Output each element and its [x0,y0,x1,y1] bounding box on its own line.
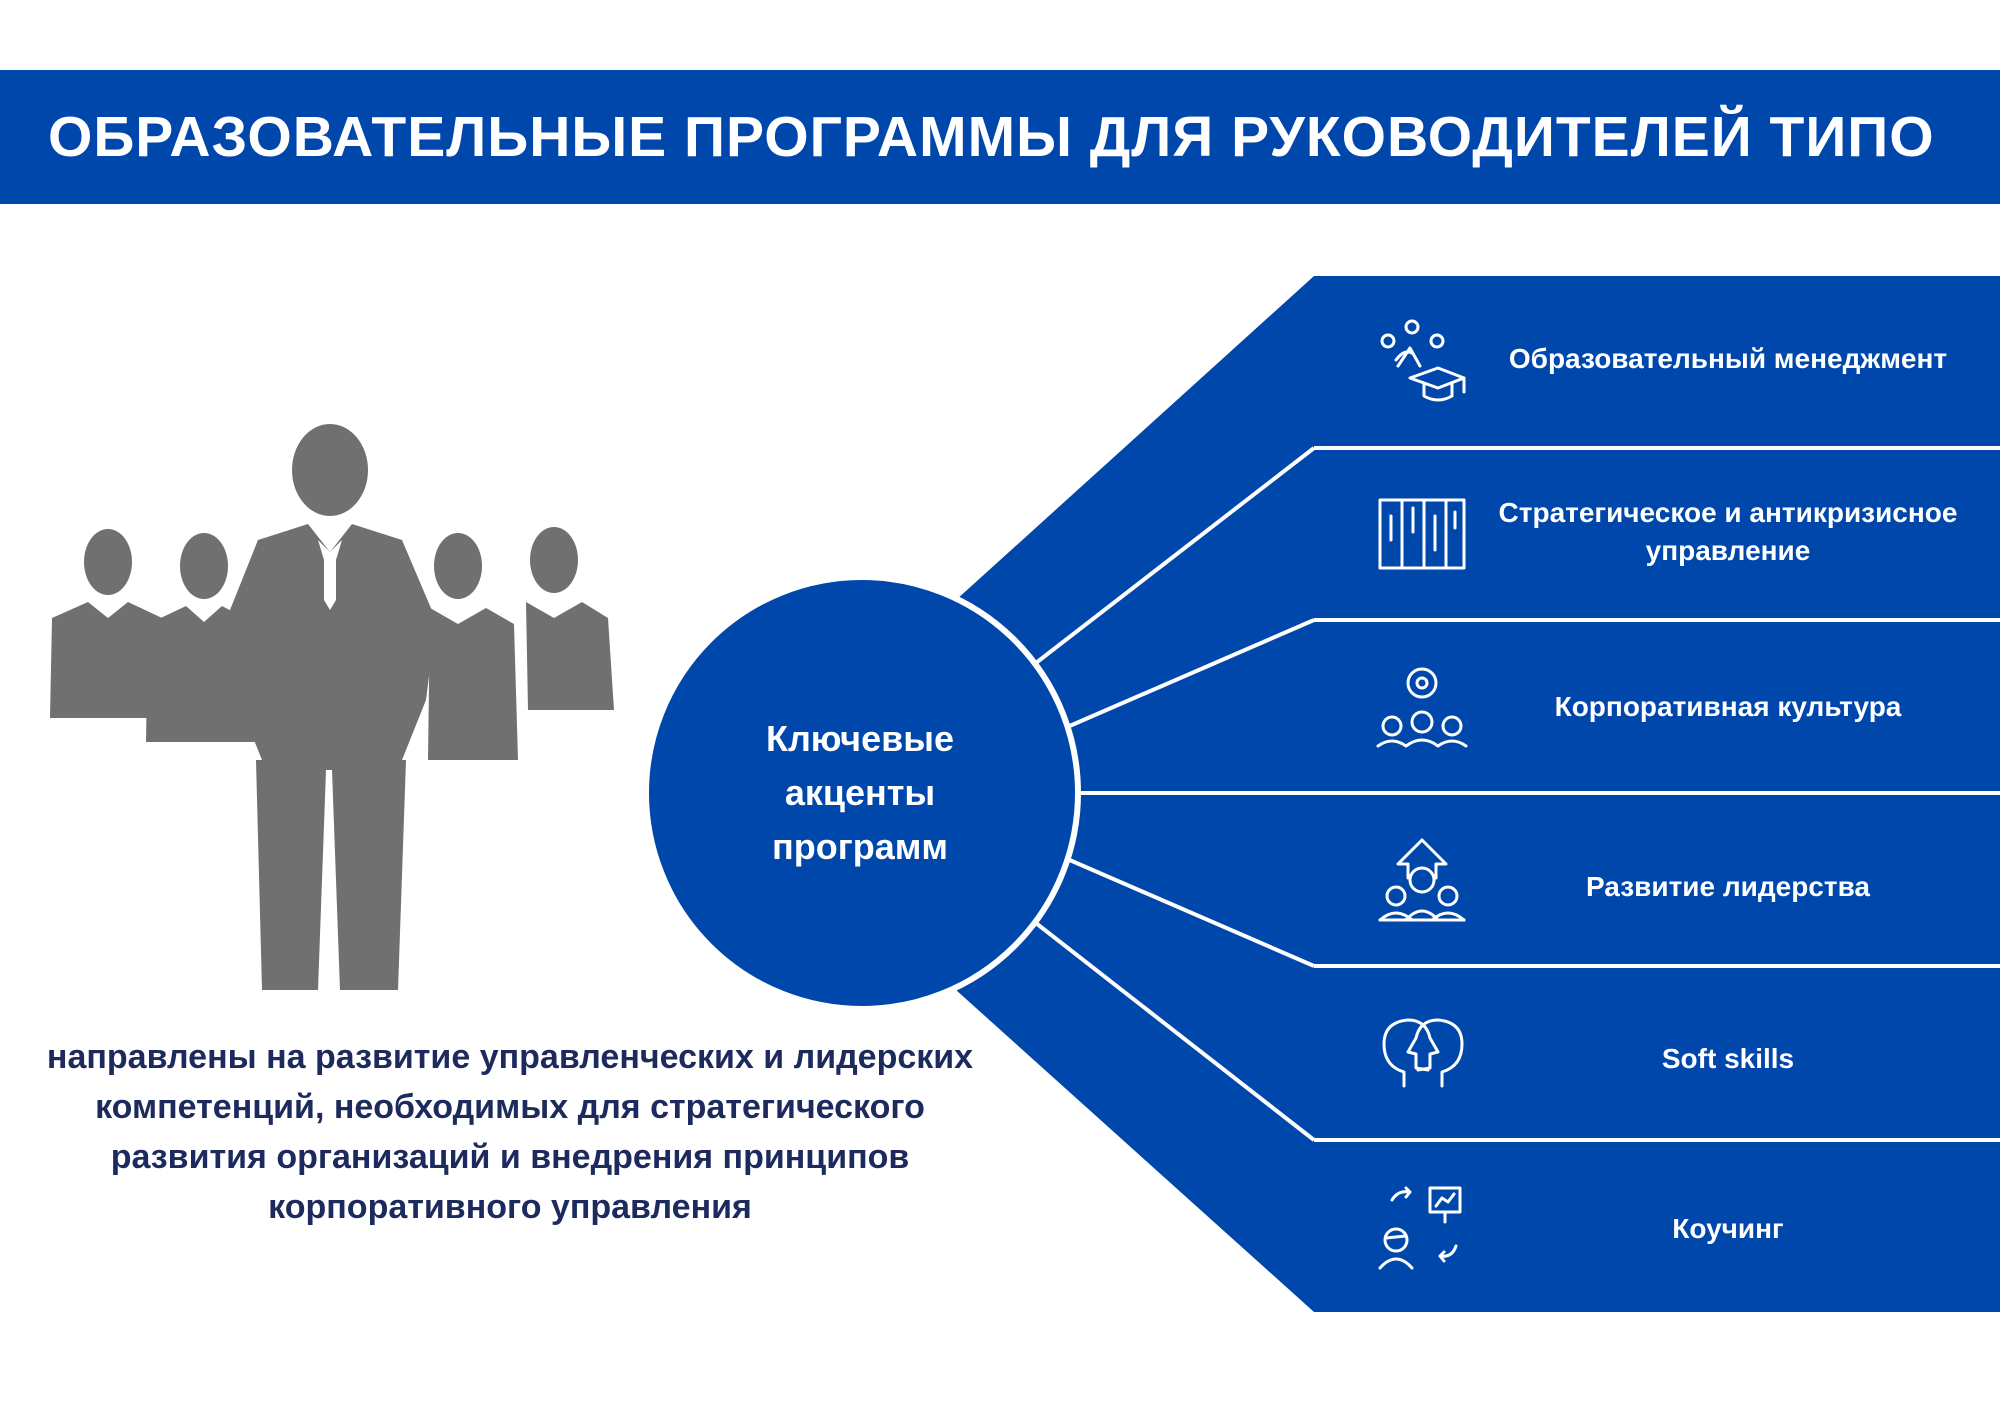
center-label [700,712,1020,874]
item-label-leadership: Развитие лидерства [1586,871,1870,902]
item-label-strategic-management: Стратегическое и антикризисное управление [1498,497,1958,566]
center-label-text: Ключевые акценты программ [765,718,955,867]
item-label-corporate-culture: Корпоративная культура [1554,691,1902,722]
item-label-education-management: Образовательный менеджмент [1508,343,1948,374]
item-label-soft-skills: Soft skills [1661,1043,1795,1074]
description-text: направлены на развитие управленческих и лидерских компетенций, необходимых для стратегического развития организаций и внедрения принципов корпоративного управления [46,1038,974,1226]
business-team-icon [50,424,614,990]
page-title: ОБРАЗОВАТЕЛЬНЫЕ ПРОГРАММЫ ДЛЯ РУКОВОДИТЕЛЕЙ ТИПО [48,105,1935,169]
item-label-coaching: Коучинг [1672,1213,1784,1244]
